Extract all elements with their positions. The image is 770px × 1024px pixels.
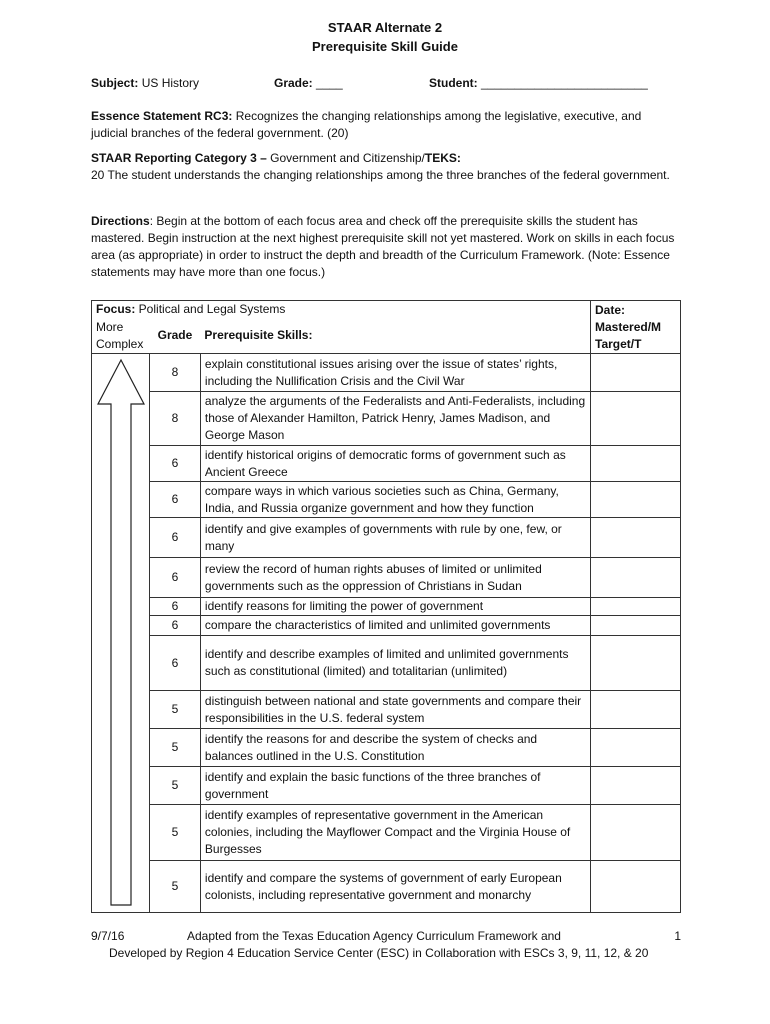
date-cell[interactable]: [591, 446, 681, 482]
skill-cell: identify the reasons for and describe the system of checks and balances outlined in the U.S. Constitution: [200, 729, 590, 767]
skill-cell: analyze the arguments of the Federalists and Anti-Federalists, including those of Alexander Hamilton, Patrick Henry, James Madison, and George Mason: [200, 392, 590, 446]
skill-cell: identify and compare the systems of government of early European colonists, including representative government and monarchy: [200, 861, 590, 913]
skill-cell: identify historical origins of democratic forms of government such as Ancient Greece: [200, 446, 590, 482]
date-cell[interactable]: [591, 691, 681, 729]
footer-line1: Adapted from the Texas Education Agency Curriculum Framework and: [187, 929, 561, 943]
skill-row: [92, 598, 681, 616]
date-cell[interactable]: [591, 616, 681, 636]
grade-cell: 6: [149, 636, 200, 691]
date-cell[interactable]: [591, 518, 681, 558]
page-number: 1: [674, 929, 681, 943]
more-complex-label: More Complex: [92, 319, 150, 354]
skill-cell: identify reasons for limiting the power of government: [200, 598, 590, 616]
date-cell[interactable]: [591, 392, 681, 446]
teks-text: 20 The student understands the changing relationships among the three branches of the federal government.: [91, 168, 670, 182]
footer-line2: Developed by Region 4 Education Service Center (ESC) in Collaboration with ESCs 3, 9, 11, 12, & 20: [109, 946, 649, 960]
skill-cell: compare the characteristics of limited and unlimited governments: [200, 616, 590, 636]
directions: Directions: Begin at the bottom of each focus area and check off the prerequisite skills the student has mastered. Begin instruction at the next highest prerequisite skill not yet mastered. Work on skills in each focus area (as appropriate) in order to instruct the depth and breadth of the Curriculum Framework. (Note: Essence statements may have more than one focus.): [91, 214, 675, 279]
student-info: [91, 76, 691, 94]
grade-cell: 6: [149, 446, 200, 482]
date-cell[interactable]: [591, 861, 681, 913]
reporting-category: STAAR Reporting Category 3 – Government and Citizenship/TEKS: 20 The student understands the changing relationships among the three branches of the federal government.: [91, 151, 670, 182]
skill-cell: explain constitutional issues arising over the issue of states’ rights, including the Nullification Crisis and the Civil War: [200, 354, 590, 392]
skill-row: [92, 446, 681, 482]
grade-cell: 6: [149, 518, 200, 558]
essence-statement: Essence Statement RC3: Recognizes the changing relationships among the legislative, executive, and judicial branches of the federal government. (20): [91, 109, 642, 140]
grade-field: Grade: ____: [274, 76, 343, 90]
skill-row: [92, 861, 681, 913]
date-cell[interactable]: [591, 558, 681, 598]
skill-cell: compare ways in which various societies such as China, Germany, India, and Russia organize government and how they function: [200, 482, 590, 518]
skill-cell: identify and describe examples of limited and unlimited governments such as constitutional (limited) and totalitarian (unlimited): [200, 636, 590, 691]
date-cell[interactable]: [591, 636, 681, 691]
document-title: STAAR Alternate 2: [327, 20, 443, 35]
skill-row: [92, 392, 681, 446]
date-header: Date: Mastered/M Target/T: [591, 301, 681, 354]
grade-cell: 5: [149, 691, 200, 729]
skill-cell: identify examples of representative government in the American colonies, including the Mayflower Compact and the Virginia House of Burgesses: [200, 805, 590, 861]
grade-cell: 5: [149, 861, 200, 913]
date-cell[interactable]: [591, 805, 681, 861]
skill-row: [92, 691, 681, 729]
skill-cell: distinguish between national and state governments and compare their responsibilities in the U.S. federal system: [200, 691, 590, 729]
skill-row: [92, 354, 681, 392]
date-cell[interactable]: [591, 354, 681, 392]
skills-header: Prerequisite Skills:: [200, 319, 590, 354]
grade-cell: 6: [149, 482, 200, 518]
date-cell[interactable]: [591, 482, 681, 518]
skill-cell: review the record of human rights abuses of limited or unlimited governments such as the oppression of Christians in Sudan: [200, 558, 590, 598]
skill-row: [92, 729, 681, 767]
grade-cell: 8: [149, 354, 200, 392]
skill-cell: identify and give examples of governments with rule by one, few, or many: [200, 518, 590, 558]
skill-row: [92, 636, 681, 691]
document-subtitle: Prerequisite Skill Guide: [312, 39, 458, 54]
skill-row: [92, 518, 681, 558]
skill-row: [92, 558, 681, 598]
skills-table: [91, 300, 681, 913]
date-cell[interactable]: [591, 729, 681, 767]
grade-cell: 5: [149, 729, 200, 767]
skill-row: [92, 767, 681, 805]
skill-row: [92, 482, 681, 518]
complexity-arrow-cell: [92, 354, 150, 913]
grade-header: Grade: [149, 319, 200, 354]
skill-cell: identify and explain the basic functions of the three branches of government: [200, 767, 590, 805]
grade-cell: 8: [149, 392, 200, 446]
grade-cell: 6: [149, 598, 200, 616]
up-arrow-icon: [96, 358, 146, 907]
date-cell[interactable]: [591, 598, 681, 616]
grade-cell: 5: [149, 767, 200, 805]
footer-date: 9/7/16: [91, 929, 125, 943]
focus-cell: Focus: Political and Legal Systems: [92, 301, 591, 319]
skill-row: [92, 805, 681, 861]
student-field: Student: _________________________: [429, 76, 648, 90]
date-cell[interactable]: [591, 767, 681, 805]
subject-field: Subject: US History: [91, 76, 200, 90]
skill-row: [92, 616, 681, 636]
grade-cell: 5: [149, 805, 200, 861]
grade-cell: 6: [149, 616, 200, 636]
grade-cell: 6: [149, 558, 200, 598]
